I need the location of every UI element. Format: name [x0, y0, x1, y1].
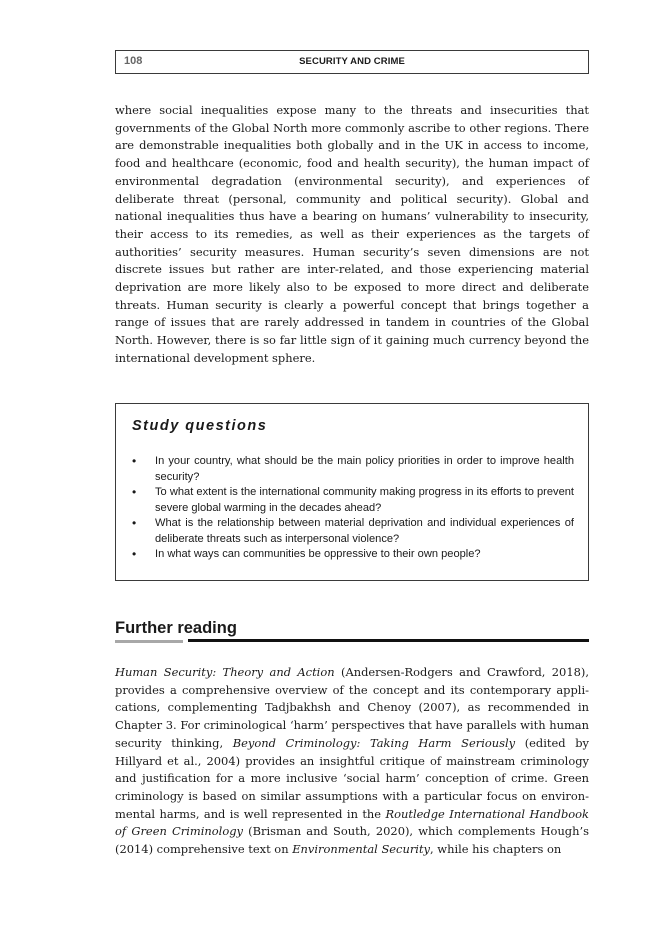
- reading-text: , while his chapters on: [430, 842, 562, 857]
- page-number: 108: [124, 55, 143, 67]
- study-questions-list: [132, 454, 574, 563]
- heading-rule-accent: [115, 640, 183, 643]
- book-title-green-criminology-handbook: Routledge International Handbook of Green Criminology: [115, 806, 589, 839]
- book-title-environmental-security: Environmental Security: [292, 842, 431, 857]
- further-reading-heading: Further reading: [115, 619, 237, 637]
- heading-rule: [188, 639, 589, 642]
- body-paragraph: where social inequalities expose many to the threats and insecurities that governments of the Global North more commonly ascribe to other regions. There are demonstrable inequalities both globally and in the UK in access to income, food and healthcare (economic, food and health security), the human impact of environmental degradation (environmental security), and experiences of deliberate threat (personal, community and political security). Global and national inequalities thus have a bearing on humans’ vulnerability to insecurity, their access to its remedies, as well as their experiences as the targets of authorities’ security measures. Human security’s seven dimensions are not discrete issues but rather are inter-related, and those experiencing material deprivation are more likely also to be exposed to more direct and deliberate threats. Human security is clearly a powerful concept that brings together a range of issues that are rarely addressed in tandem in countries of the Global North. However, there is so far little sign of it gaining much currency beyond the international development sphere.: [115, 103, 589, 365]
- book-title-human-security: Human Security: Theory and Action: [115, 665, 335, 679]
- running-header: [115, 50, 589, 74]
- study-question-item: • In what ways can communities be oppressive to their own people?: [132, 547, 574, 563]
- book-title-beyond-criminology: Beyond Criminology: Taking Harm Seriously: [232, 735, 516, 750]
- study-question-item: • To what extent is the international community making progress in its efforts to prevent severe global warming in the decades ahead?: [132, 485, 574, 516]
- reading-text: (Brisman and South, 2020), which complements Hough’s (2014) comprehensive text on: [115, 824, 589, 857]
- study-question-item: • In your country, what should be the main policy priorities in order to improve health security?: [132, 454, 574, 485]
- reading-text: (Andersen-Rodgers and Crawford, 2018), provides a comprehensive overview of the concept and its contemporary applications, complementing Tadjbakhsh and Chenoy (2007), as recommended in Chapter 3. For criminological ‘harm’ perspectives that have parallels with human security thinking,: [115, 665, 589, 750]
- reading-text: (edited by Hillyard et al., 2004) provides an insightful critique of mainstream criminology and justification for a more inclusive ‘social harm’ conception of crime. Green criminology is based on similar assumptions with a particular focus on environmental harms, and is well represented in the: [115, 735, 589, 821]
- further-reading-paragraph: [115, 664, 589, 859]
- study-questions-box: [115, 403, 589, 581]
- study-question-item: • What is the relationship between material deprivation and individual experiences of deliberate threats such as interpersonal violence?: [132, 516, 574, 547]
- running-head-title: SECURITY AND CRIME: [299, 56, 405, 67]
- study-questions-title: Study questions: [132, 418, 268, 434]
